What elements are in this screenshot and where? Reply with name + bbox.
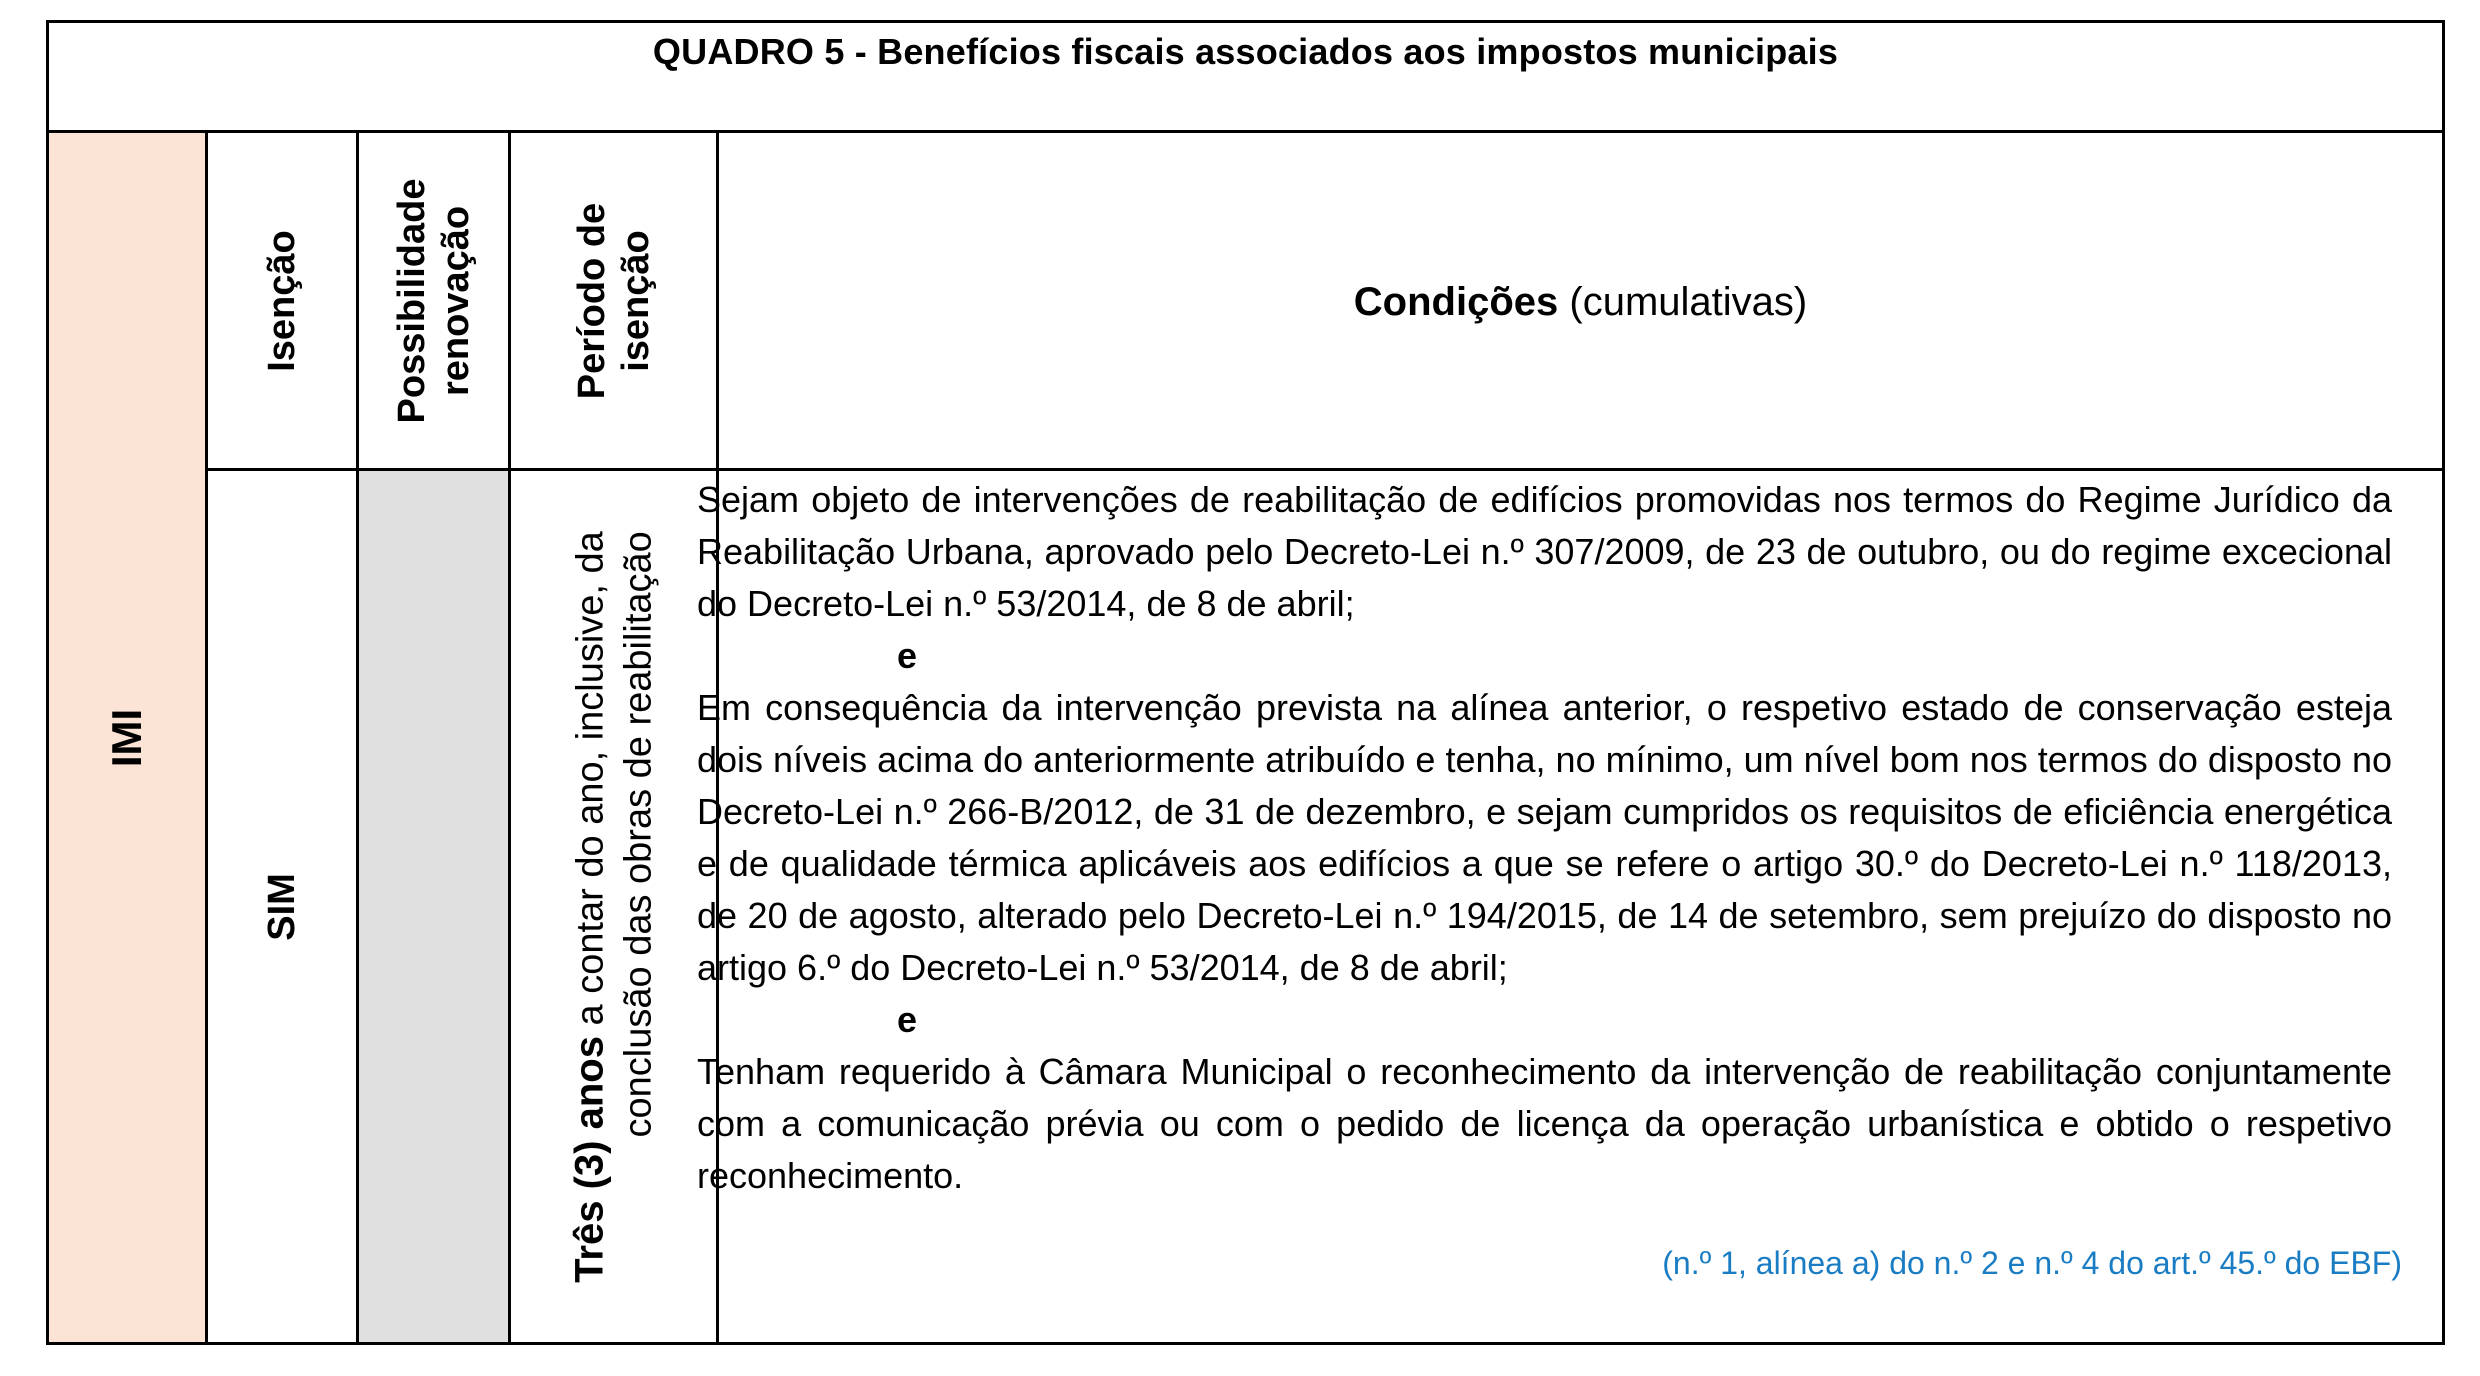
condition-3: Tenham requerido à Câmara Municipal o reconhecimento da intervenção de reabilitação conjuntamente com a comunicação prévia ou com o pedido de licença da operação urbanística e obtido o respetivo reconhecimento.: [697, 1051, 2392, 1196]
period-value-bold: Três (3) anos: [567, 1035, 611, 1283]
header-renewal: [359, 133, 508, 468]
header-conditions: [719, 133, 2442, 471]
header-exemption: [208, 133, 356, 468]
tax-name: IMI: [103, 708, 150, 767]
header-conditions-rest: (cumulativas): [1569, 279, 1808, 324]
period-value-cell: [511, 471, 716, 1342]
header-exemption-label: Isenção: [261, 229, 303, 372]
conjunction-1: e: [897, 635, 918, 676]
legal-reference: (n.º 1, alínea a) do n.º 2 e n.º 4 do art.º 45.º do EBF): [1662, 1245, 2402, 1281]
header-period: [511, 133, 716, 468]
exemption-value-cell: [208, 471, 356, 1342]
conjunction-2: e: [897, 999, 918, 1040]
renewal-value-cell: [359, 471, 508, 1342]
header-conditions-bold: Condições: [1353, 279, 1559, 324]
condition-1: Sejam objeto de intervenções de reabilitação de edifícios promovidas nos termos do Regime Jurídico da Reabilitação Urbana, aprovado pelo Decreto-Lei n.º 307/2009, de 23 de outubro, ou do regime excecional do Decreto-Lei n.º 53/2014, de 8 de abril;: [697, 479, 2392, 624]
period-value: [565, 531, 662, 1283]
exemption-value: SIM: [261, 872, 303, 941]
period-value-line2: conclusão das obras de reabilitação: [617, 530, 659, 1137]
conditions-text: [697, 474, 2392, 1202]
table-title-row: [49, 23, 2442, 133]
tax-name-cell: [49, 133, 205, 1342]
condition-2: Em consequência da intervenção prevista na alínea anterior, o respetivo estado de conservação esteja dois níveis acima do anteriormente atribuído e tenha, no mínimo, um nível bom nos termos do disposto no Decreto-Lei n.º 266-B/2012, de 31 de dezembro, e sejam cumpridos os requisitos de eficiência energética e de qualidade térmica aplicáveis aos edifícios a que se refere o artigo 30.º do Decreto-Lei n.º 118/2013, de 20 de agosto, alterado pelo Decreto-Lei n.º 194/2015, de 14 de setembro, sem prejuízo do disposto no artigo 6.º do Decreto-Lei n.º 53/2014, de 8 de abril;: [697, 687, 2392, 988]
header-renewal-label: Possibilidade renovação: [390, 178, 477, 423]
table-title: QUADRO 5 - Benefícios fiscais associados aos impostos municipais: [652, 31, 1839, 72]
header-period-label: Período de isenção: [570, 202, 657, 399]
period-value-rest: a contar do ano, inclusive, da: [569, 530, 611, 1036]
